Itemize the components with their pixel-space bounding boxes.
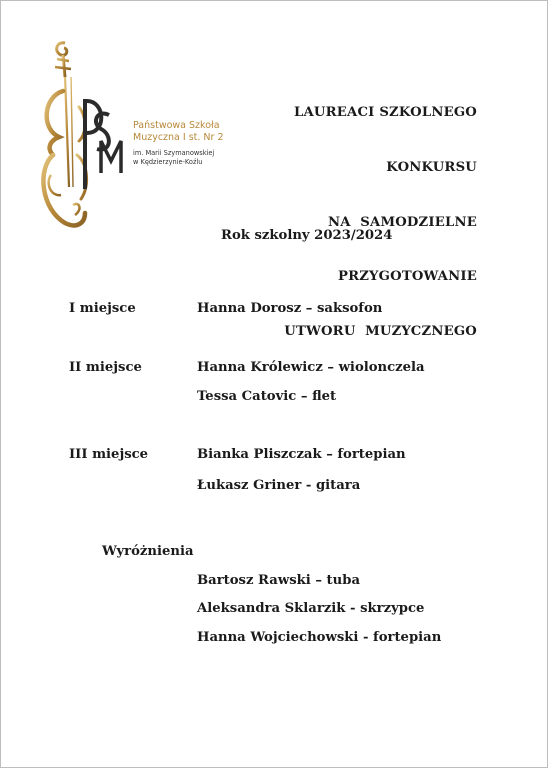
place-label-third: III miejsce — [69, 447, 149, 462]
distinction-name: Hanna Wojciechowski - fortepian — [197, 630, 442, 645]
distinction-name: Bartosz Rawski – tuba — [197, 573, 360, 588]
document-title — [284, 68, 477, 377]
title-line: LAUREACI SZKOLNEGO — [294, 105, 477, 121]
place-label-second: II miejsce — [69, 360, 142, 375]
title-line: NA SAMODZIELNE — [328, 214, 477, 230]
laureate-name: Tessa Catovic – flet — [197, 389, 337, 404]
laureate-name: Bianka Pliszczak – fortepian — [197, 447, 406, 462]
title-line: KONKURSU — [386, 160, 477, 176]
laureate-name: Łukasz Griner - gitara — [197, 478, 361, 493]
title-line: PRZYGOTOWANIE — [337, 269, 477, 285]
place-label-first: I miejsce — [69, 301, 136, 316]
logo-school-name-line1: Państwowa Szkoła — [133, 120, 220, 131]
logo-patron-line: im. Marii Szymanowskiej — [133, 149, 215, 157]
school-logo — [35, 37, 224, 233]
school-year: Rok szkolny 2023/2024 — [221, 228, 393, 243]
logo-school-name-line2: Muzyczna I st. Nr 2 — [133, 132, 224, 143]
logo-location-line: w Kędzierzynie-Koźlu — [133, 158, 203, 166]
distinctions-header: Wyróżnienia — [102, 544, 194, 559]
laureate-name: Hanna Królewicz – wiolonczela — [197, 360, 425, 375]
laureate-name: Hanna Dorosz – saksofon — [197, 301, 383, 316]
distinction-name: Aleksandra Sklarzik - skrzypce — [197, 601, 425, 616]
title-line: UTWORU MUZYCZNEGO — [284, 323, 477, 339]
